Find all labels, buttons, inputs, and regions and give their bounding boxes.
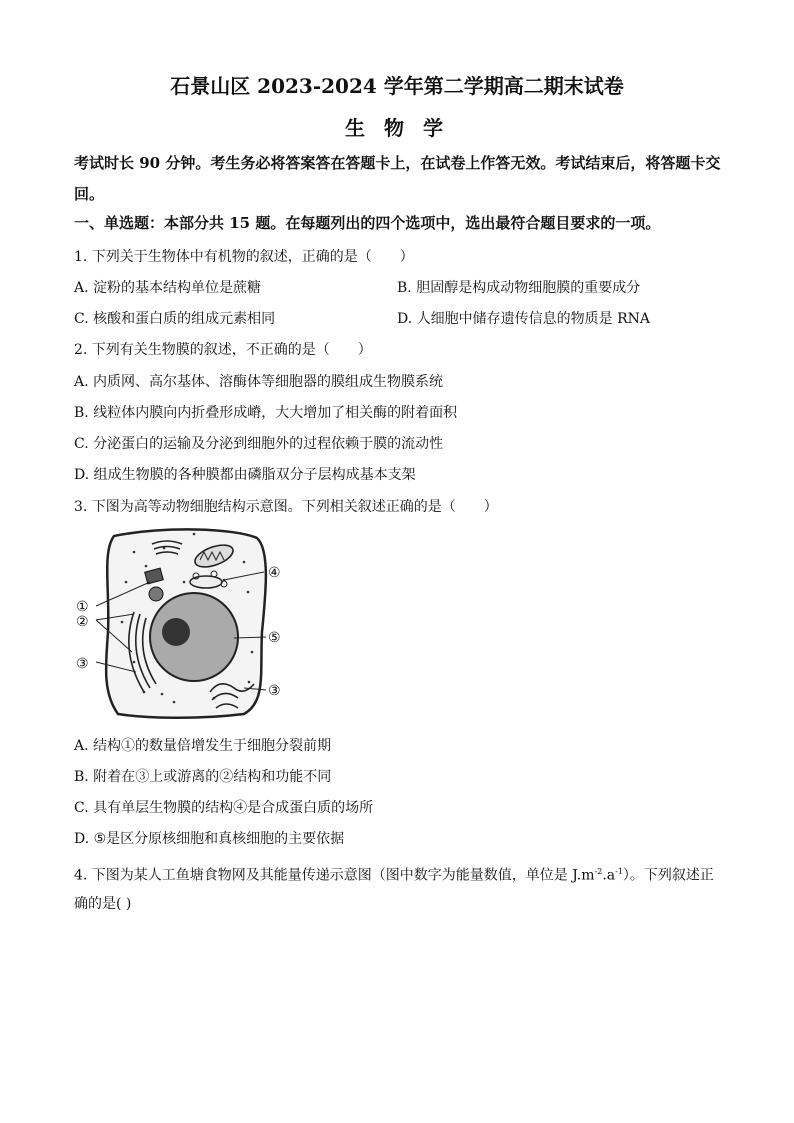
label-3-right: ③ [268,683,281,699]
label-2: ② [76,614,89,630]
question-3-option-b: B. 附着在③上或游离的②结构和功能不同 [74,769,332,785]
subject-heading: 生 物 学 [345,116,449,140]
question-3-option-c: C. 具有单层生物膜的结构④是合成蛋白质的场所 [74,800,374,816]
unit-exp-1: -2 [594,867,603,876]
question-2-option-b: B. 线粒体内膜向内折叠形成嵴，大大增加了相关酶的附着面积 [74,405,458,421]
question-4-stem [74,858,724,918]
question-2-option-c: C. 分泌蛋白的运输及分泌到细胞外的过程依赖于膜的流动性 [74,436,444,452]
question-3-option-d: D. ⑤是区分原核细胞和真核细胞的主要依据 [74,831,345,847]
question-1-option-d: D. 人细胞中储存遗传信息的物质是 RNA [397,311,650,327]
exam-notice: 考试时长 90 分钟。考生务必将答案答在答题卡上，在试卷上作答无效。考试结束后，将答题卡交回。 [74,154,721,203]
question-2-option-a: A. 内质网、高尔基体、溶酶体等细胞器的膜组成生物膜系统 [74,374,444,390]
question-3-stem: 3. 下图为高等动物细胞结构示意图。下列相关叙述正确的是（ ） [74,499,498,515]
question-1-option-c: C. 核酸和蛋白质的组成元素相同 [74,311,276,327]
label-5: ⑤ [268,630,281,646]
question-4-stem-part1: 4. 下图为某人工鱼塘食物网及其能量传递示意图（图中数字为能量数值，单位是 J.m [74,867,595,884]
label-1: ① [76,599,89,615]
question-2-stem: 2. 下列有关生物膜的叙述，不正确的是（ ） [74,342,372,358]
animal-cell-diagram [74,522,294,722]
label-4: ④ [268,565,281,581]
section-heading: 一、单选题：本部分共 15 题。在每题列出的四个选项中，选出最符合题目要求的一项。 [74,214,661,232]
question-4-stem-part2: .a [602,867,616,884]
question-1-option-a: A. 淀粉的基本结构单位是蔗糖 [74,280,262,296]
unit-exp-2: -1 [615,867,623,876]
question-1-option-b: B. 胆固醇是构成动物细胞膜的重要成分 [397,280,641,296]
nucleus [150,593,238,681]
question-4-stem-part3: ）。下列叙述正确的是( ) [74,867,714,912]
label-3-left: ③ [76,656,89,672]
question-1-stem: 1. 下列关于生物体中有机物的叙述，正确的是（ ） [74,249,414,265]
question-3-option-a: A. 结构①的数量倍增发生于细胞分裂前期 [74,738,332,754]
question-2-option-d: D. 组成生物膜的各种膜都由磷脂双分子层构成基本支架 [74,467,416,483]
exam-title: 石景山区 2023-2024 学年第二学期高二期末试卷 [170,74,624,98]
